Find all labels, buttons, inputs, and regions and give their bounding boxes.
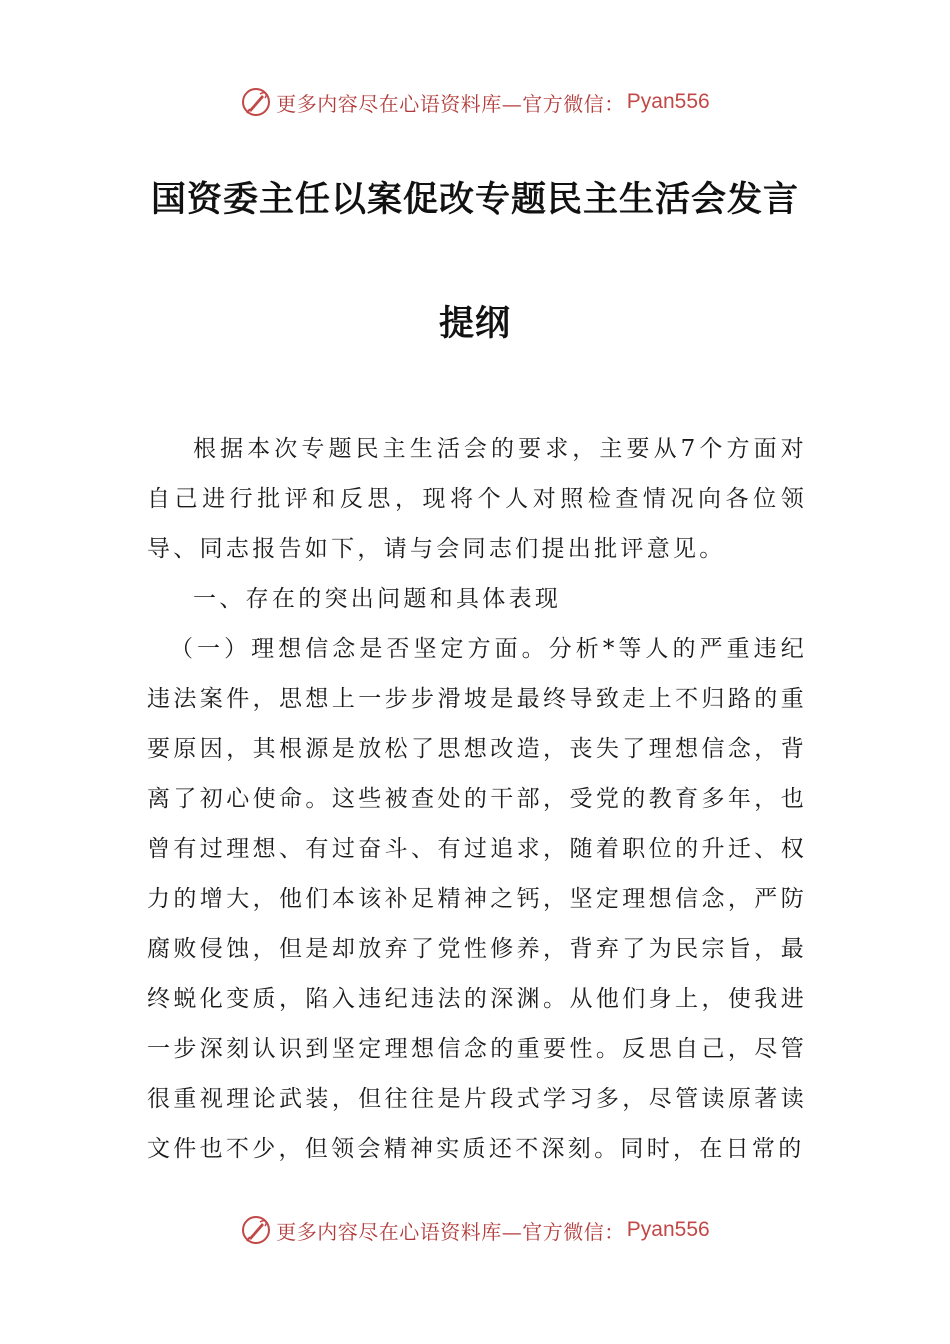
banner-wechat-id: Pyan556 [626,90,710,113]
banner-text: 更多内容尽在心语资料库—官方微信： [276,1219,625,1244]
quill-logo-icon [240,86,272,118]
intro-paragraph: 根据本次专题民主生活会的要求，主要从7个方面对自己进行批评和反思，现将个人对照检查情况向各位领导、同志报告如下，请与会同志们提出批评意见。 [147,436,807,562]
header-watermark-banner [0,82,950,122]
banner-wechat-id: Pyan556 [626,1218,710,1241]
document-title-line-1: 国资委主任以案促改专题民主生活会发言 [150,180,799,220]
subsection-paragraph: （一）理想信念是否坚定方面。分析*等人的严重违纪违法案件，思想上一步步滑坡是最终导致走上不归路的重要原因，其根源是放松了思想改造，丧失了理想信念，背离了初心使命。这些被查处的干部，受党的教育多年，也曾有过理想、有过奋斗、有过追求，随着职位的升迁、权力的增大，他们本该补足精神之钙，坚定理想信念，严防腐败侵蚀，但是却放弃了党性修养，背弃了为民宗旨，最终蜕化变质，陷入违纪违法的深渊。从他们身上，使我进一步深刻认识到坚定理想信念的重要性。反思自己，尽管很重视理论武装，但往往是片段式学习多，尽管读原著读文件也不少，但领会精神实质还不深刻。同时，在日常的 [147,636,807,1162]
section-heading: 一、存在的突出问题和具体表现 [193,586,562,612]
banner-text: 更多内容尽在心语资料库—官方微信： [276,91,625,116]
document-body [147,424,807,1174]
footer-watermark-banner [0,1210,950,1250]
quill-logo-icon [240,1214,272,1246]
document-title-line-2: 提纲 [438,304,511,344]
